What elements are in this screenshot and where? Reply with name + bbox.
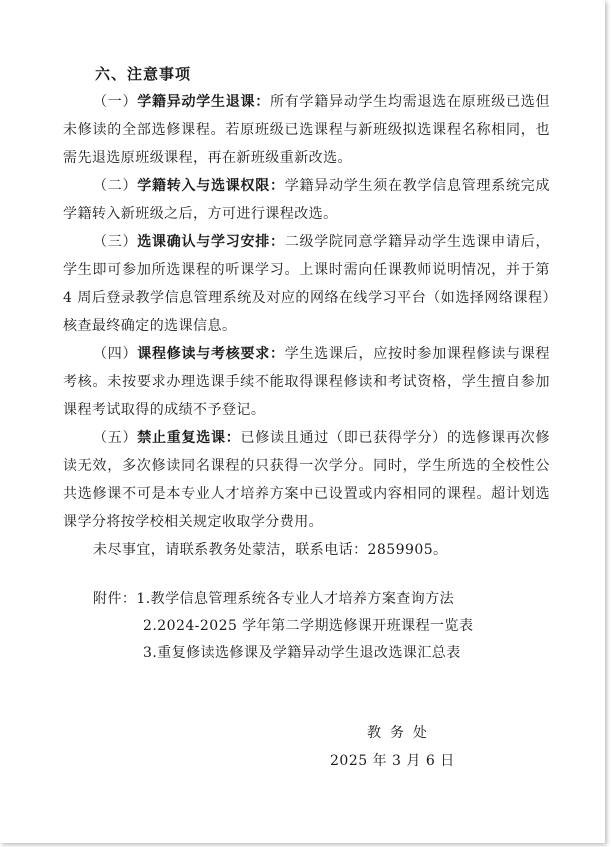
- item-text: 学籍异动学生须在教学信息管理系统完成学籍转入新班级之后，方可进行课程改选。: [63, 178, 550, 222]
- notice-item-4: [63, 340, 550, 424]
- notice-item-5: [63, 424, 550, 536]
- item-text: 学生选课后，应按时参加课程修读与课程考核。未按要求办理选课手续不能取得课程修读和考试资格，学生擅自参加课程考试取得的成绩不予登记。: [63, 346, 550, 418]
- item-text: 已修读且通过（即已获得学分）的选修课再次修读无效，多次修读同名课程的只获得一次学分。同时，学生所选的全校性公共选修课不可是本专业人才培养方案中已设置或内容相同的课程。超计划选课学分将按学校相关规定收取学分费用。: [63, 430, 551, 530]
- item-title: 学籍转入与选课权限：: [137, 178, 285, 194]
- notice-item-2: [63, 172, 550, 228]
- issuing-office: 教务处: [367, 725, 436, 741]
- notice-item-3: [63, 228, 550, 340]
- item-prefix: （一）: [93, 94, 138, 110]
- document-body: [63, 60, 550, 667]
- item-title: 课程修读与考核要求：: [137, 346, 285, 362]
- item-prefix: （五）: [93, 430, 138, 446]
- item-prefix: （三）: [93, 234, 138, 250]
- attachment-item: 1.教学信息管理系统各专业人才培养方案查询方法: [136, 591, 455, 607]
- item-title: 选课确认与学习安排：: [137, 234, 285, 250]
- attachment-row: [63, 586, 550, 613]
- item-prefix: （二）: [93, 178, 138, 194]
- item-title: 禁止重复选课：: [137, 430, 241, 446]
- attachments-label: 附件：: [93, 591, 137, 607]
- attachment-item: 2.2024-2025 学年第二学期选修课开班课程一览表: [143, 618, 474, 634]
- section-heading: 六、注意事项: [95, 65, 192, 83]
- attachment-row: [63, 640, 550, 667]
- attachment-item: 3.重复修读选修课及学籍异动学生退改选课汇总表: [143, 645, 461, 661]
- item-text: 二级学院同意学籍异动学生选课申请后，学生即可参加所选课程的听课学习。上课时需向任课教师说明情况，并于第 4 周后登录教学信息管理系统及对应的网络在线学习平台（如选择网络课程）核查最终确定的选课信息。: [63, 234, 550, 334]
- item-title: 学籍异动学生退课：: [137, 94, 271, 110]
- signature-block: [330, 719, 455, 775]
- item-text: 所有学籍异动学生均需退选在原班级已选但未修读的全部选修课程。若原班级已选课程与新班级拟选课程名称相同，也需先退选原班级课程，再在新班级重新改选。: [63, 94, 550, 166]
- item-prefix: （四）: [93, 346, 138, 362]
- notice-item-1: [63, 88, 550, 172]
- issue-date: 2025 年 3 月 6 日: [330, 753, 455, 769]
- attachments-list: [63, 586, 550, 667]
- attachment-row: [63, 613, 550, 640]
- closing-contact: 未尽事宜，请联系教务处蒙洁，联系电话：2859905。: [93, 542, 448, 558]
